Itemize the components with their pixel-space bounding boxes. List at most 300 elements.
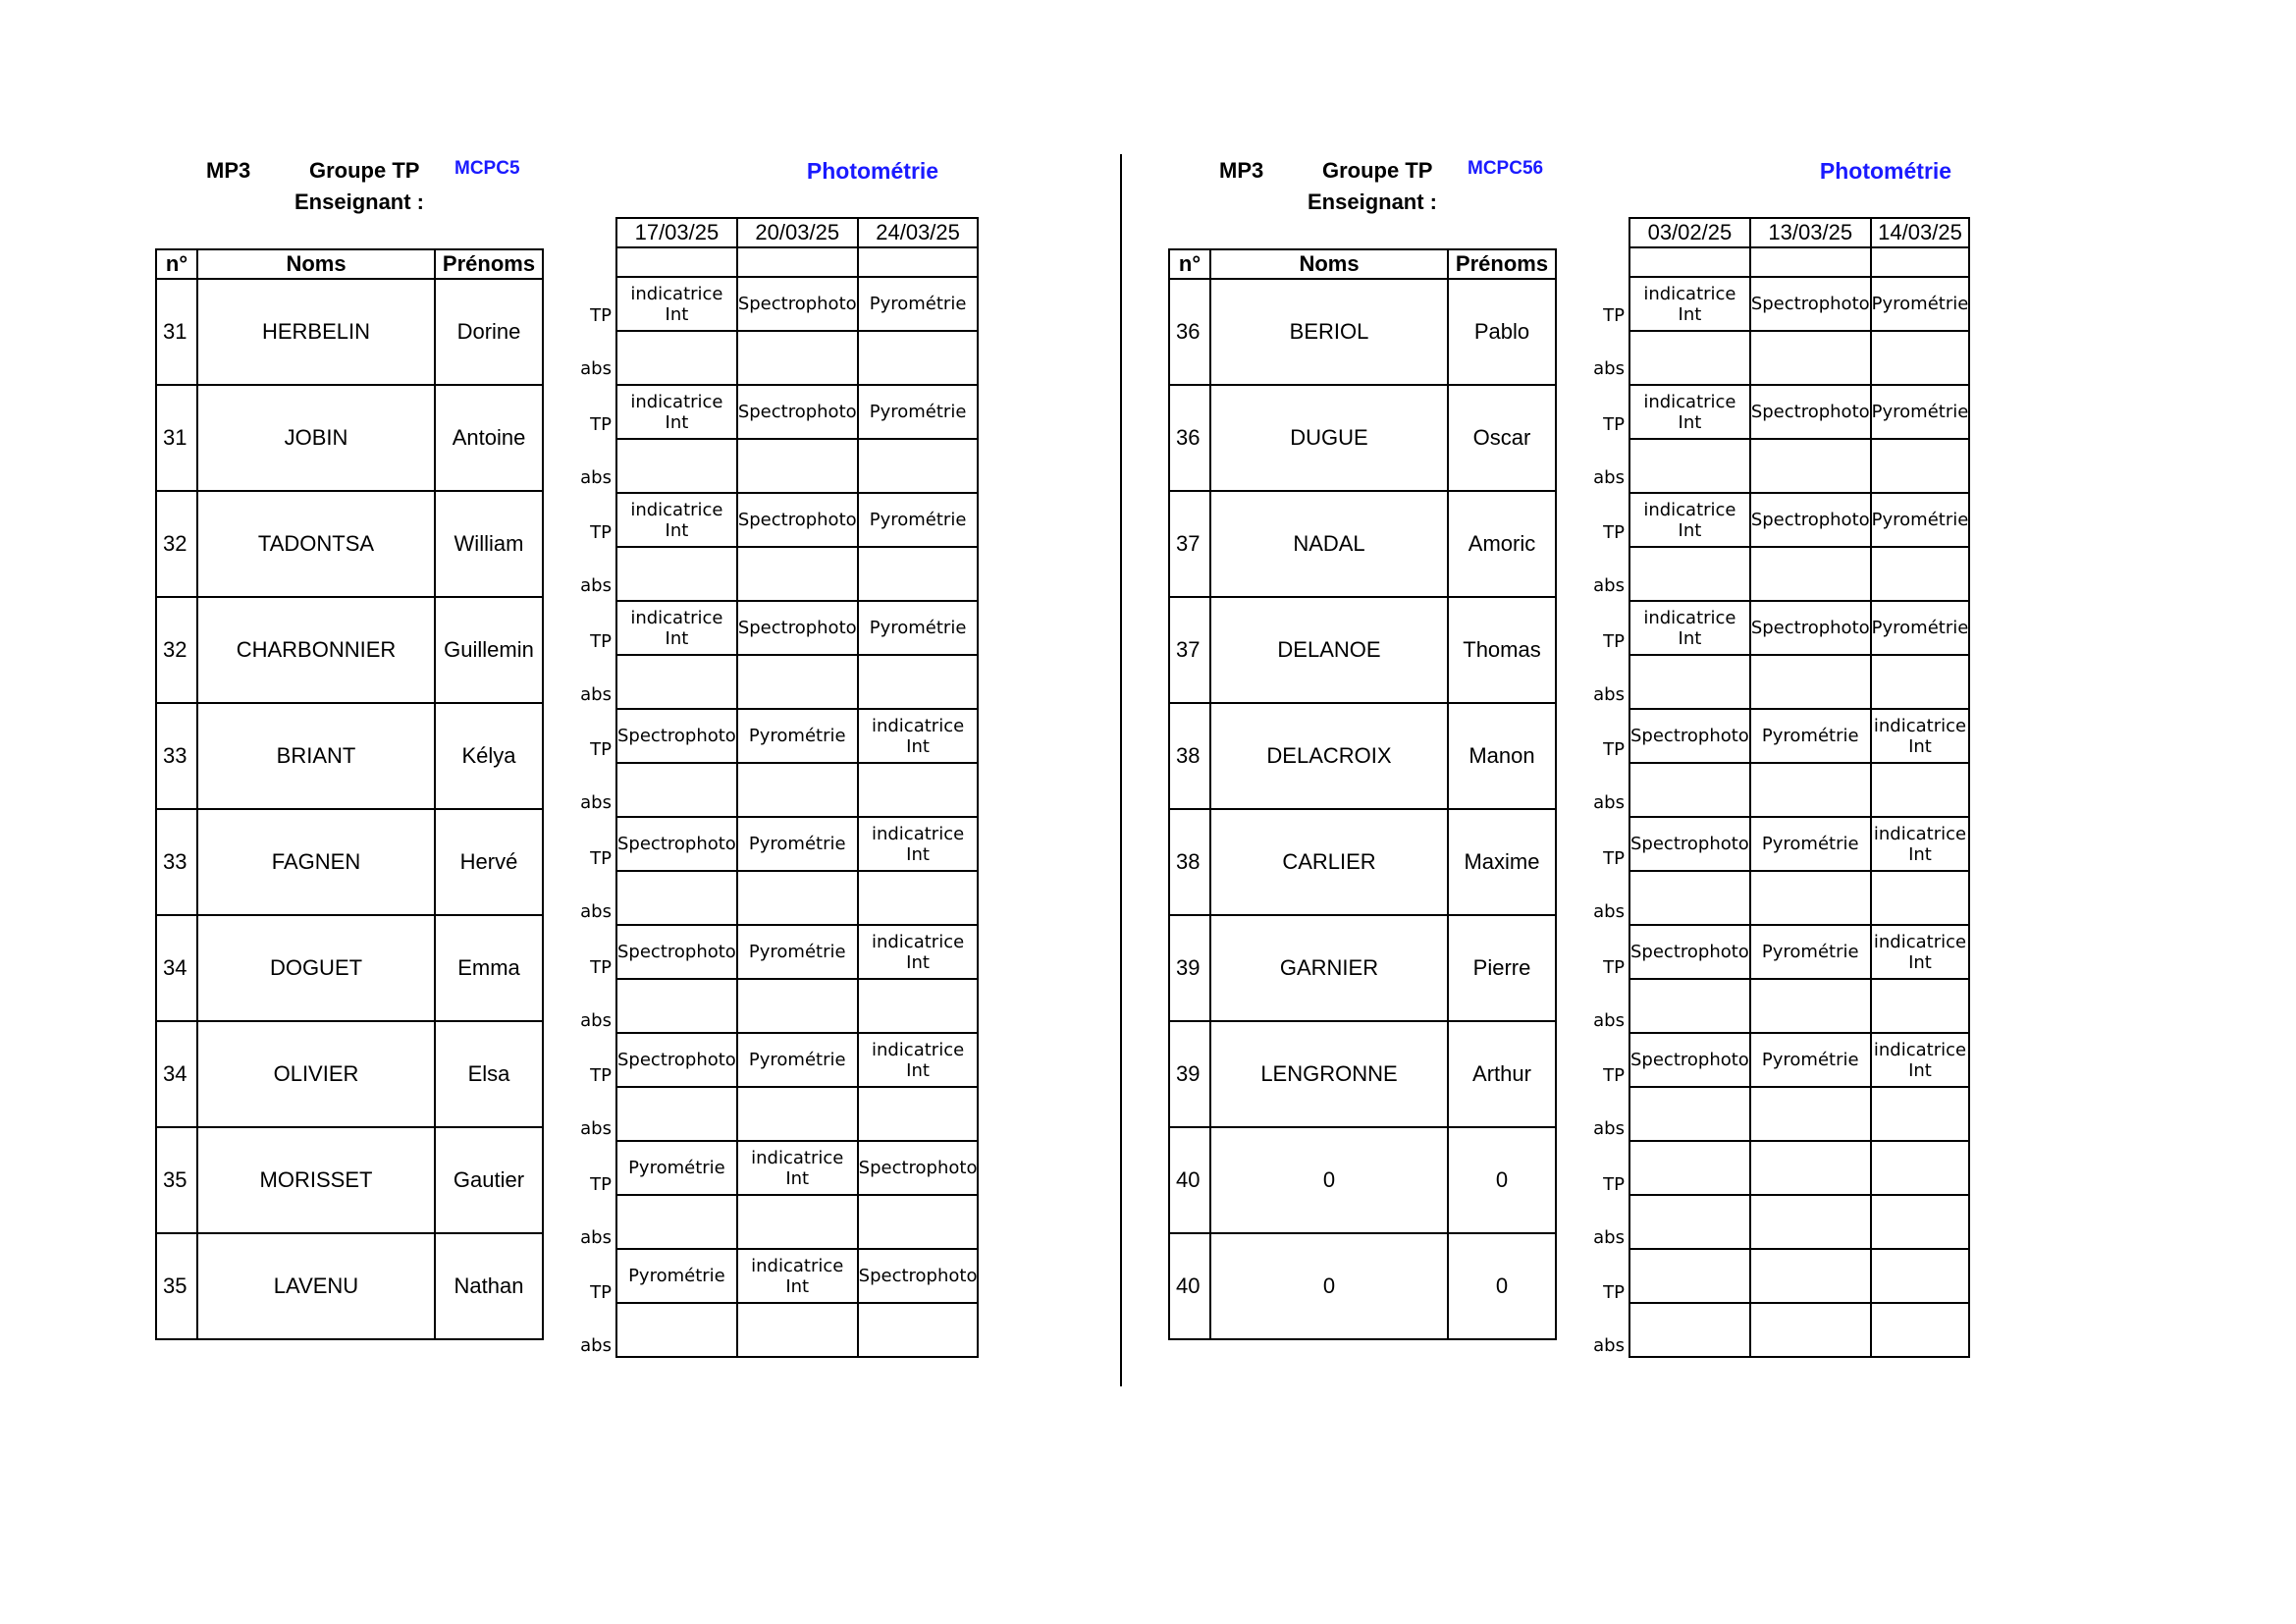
abs-cell[interactable] — [1750, 1195, 1871, 1249]
tp-row-label: TP — [590, 1282, 612, 1304]
student-number: 37 — [1169, 491, 1210, 597]
tp-row-label: TP — [1603, 848, 1625, 869]
student-row — [156, 915, 543, 1021]
student-row — [156, 1127, 543, 1233]
col-header-num: n° — [156, 249, 197, 279]
student-number: 40 — [1169, 1127, 1210, 1233]
student-row — [1169, 1021, 1556, 1127]
student-lastname: CARLIER — [1210, 809, 1448, 915]
tp-row-label: TP — [1603, 305, 1625, 326]
student-number: 40 — [1169, 1233, 1210, 1339]
student-row — [1169, 915, 1556, 1021]
student-firstname: Guillemin — [435, 597, 543, 703]
left-panel — [0, 0, 978, 1473]
tp-row — [1629, 493, 1969, 547]
tp-activity-cell — [1871, 1141, 1970, 1195]
tp-activity-cell: indicatrice Int — [616, 601, 737, 655]
tp-row — [1629, 1141, 1969, 1195]
tp-activity-cell: indicatrice Int — [737, 1249, 858, 1303]
tp-activity-cell: indicatrice Int — [858, 817, 979, 871]
tp-activity-cell: Pyrométrie — [1750, 925, 1871, 979]
tp-row — [616, 709, 978, 763]
tp-row-label: TP — [590, 956, 612, 978]
abs-cell[interactable] — [858, 763, 979, 817]
col-header-firstname: Prénoms — [1448, 249, 1556, 279]
tp-activity-cell — [1750, 1249, 1871, 1303]
tp-row — [616, 1249, 978, 1303]
abs-cell[interactable] — [1750, 1303, 1871, 1357]
student-firstname: William — [435, 491, 543, 597]
student-row — [1169, 703, 1556, 809]
abs-row — [616, 871, 978, 925]
abs-cell[interactable] — [737, 1303, 858, 1357]
student-number: 32 — [156, 491, 197, 597]
abs-cell[interactable] — [1750, 871, 1871, 925]
tp-activity-cell: indicatrice Int — [737, 1141, 858, 1195]
abs-cell[interactable] — [1750, 439, 1871, 493]
abs-row-label: abs — [580, 792, 612, 814]
col-header-name: Noms — [1210, 249, 1448, 279]
abs-cell[interactable] — [737, 439, 858, 493]
student-firstname: Emma — [435, 915, 543, 1021]
tp-row — [616, 601, 978, 655]
student-row — [156, 385, 543, 491]
student-firstname: Pierre — [1448, 915, 1556, 1021]
abs-row-label: abs — [580, 901, 612, 922]
tp-row-label: TP — [590, 739, 612, 761]
tp-activity-cell: indicatrice Int — [1629, 493, 1750, 547]
col-header-firstname: Prénoms — [435, 249, 543, 279]
abs-cell[interactable] — [737, 979, 858, 1033]
tp-activity-cell: Spectrophoto — [1750, 277, 1871, 331]
tp-activity-cell: indicatrice Int — [616, 385, 737, 439]
tp-row — [1629, 277, 1969, 331]
col-header-name: Noms — [197, 249, 435, 279]
tp-activity-cell: Pyrométrie — [1750, 817, 1871, 871]
abs-row-label: abs — [1593, 466, 1625, 488]
tp-activity-cell: Pyrométrie — [858, 493, 979, 547]
tp-activity-cell: indicatrice Int — [858, 925, 979, 979]
tp-activity-cell: Pyrométrie — [616, 1249, 737, 1303]
tp-activity-cell — [1629, 1249, 1750, 1303]
abs-cell[interactable] — [737, 1195, 858, 1249]
student-firstname: 0 — [1448, 1233, 1556, 1339]
tp-row-label: TP — [590, 522, 612, 544]
tp-activity-cell: Pyrométrie — [858, 601, 979, 655]
dates-row — [1629, 218, 1969, 247]
abs-cell[interactable] — [616, 979, 737, 1033]
student-number: 37 — [1169, 597, 1210, 703]
abs-row — [616, 439, 978, 493]
abs-cell[interactable] — [737, 331, 858, 385]
blank-cell — [616, 247, 737, 277]
tp-row — [1629, 385, 1969, 439]
abs-cell[interactable] — [1629, 547, 1750, 601]
abs-cell[interactable] — [737, 547, 858, 601]
tp-row-label: TP — [1603, 1173, 1625, 1195]
tp-activity-cell: Pyrométrie — [616, 1141, 737, 1195]
students-table — [155, 248, 544, 1340]
activities-table — [615, 217, 979, 1358]
student-firstname: Amoric — [1448, 491, 1556, 597]
abs-cell[interactable] — [616, 331, 737, 385]
student-number: 34 — [156, 915, 197, 1021]
abs-row-label: abs — [1593, 575, 1625, 597]
student-number: 33 — [156, 809, 197, 915]
tp-row-label: TP — [1603, 522, 1625, 544]
tp-activity-cell: Spectrophoto — [1750, 493, 1871, 547]
tp-activity-cell: Pyrométrie — [1871, 277, 1970, 331]
abs-cell[interactable] — [737, 763, 858, 817]
tp-activity-cell: Pyrométrie — [858, 277, 979, 331]
group-label: Groupe TP — [309, 158, 420, 183]
student-row — [1169, 491, 1556, 597]
abs-cell[interactable] — [616, 871, 737, 925]
tp-activity-cell: Spectrophoto — [737, 385, 858, 439]
blank-row — [1629, 247, 1969, 277]
tp-activity-cell: Spectrophoto — [616, 709, 737, 763]
abs-cell[interactable] — [616, 1303, 737, 1357]
abs-cell[interactable] — [858, 439, 979, 493]
student-lastname: DUGUE — [1210, 385, 1448, 491]
tp-activity-cell: Spectrophoto — [1629, 709, 1750, 763]
tp-row-label: TP — [590, 305, 612, 326]
abs-row-label: abs — [580, 466, 612, 488]
abs-cell[interactable] — [616, 763, 737, 817]
abs-cell[interactable] — [858, 331, 979, 385]
abs-cell[interactable] — [1750, 655, 1871, 709]
student-row — [156, 1233, 543, 1339]
student-number: 34 — [156, 1021, 197, 1127]
tp-activity-cell: Spectrophoto — [1629, 925, 1750, 979]
tp-row — [616, 385, 978, 439]
student-firstname: Elsa — [435, 1021, 543, 1127]
tp-activity-cell: indicatrice Int — [1629, 277, 1750, 331]
abs-cell[interactable] — [616, 1087, 737, 1141]
abs-cell[interactable] — [858, 655, 979, 709]
abs-row — [616, 547, 978, 601]
student-number: 31 — [156, 385, 197, 491]
abs-row-label: abs — [1593, 1335, 1625, 1357]
abs-cell[interactable] — [1629, 439, 1750, 493]
tp-activity-cell: indicatrice Int — [1629, 601, 1750, 655]
students-header-row — [1169, 249, 1556, 279]
student-firstname: Pablo — [1448, 279, 1556, 385]
blank-row — [616, 247, 978, 277]
tp-activity-cell: indicatrice Int — [616, 493, 737, 547]
tp-activity-cell: Pyrométrie — [737, 925, 858, 979]
abs-row-label: abs — [1593, 1009, 1625, 1031]
abs-cell[interactable] — [616, 1195, 737, 1249]
student-lastname: OLIVIER — [197, 1021, 435, 1127]
abs-cell[interactable] — [1871, 439, 1970, 493]
abs-cell[interactable] — [616, 439, 737, 493]
abs-cell[interactable] — [1871, 979, 1970, 1033]
tp-activity-cell: Pyrométrie — [737, 817, 858, 871]
tp-activity-cell: Spectrophoto — [737, 493, 858, 547]
abs-cell[interactable] — [1871, 1195, 1970, 1249]
abs-row — [1629, 1303, 1969, 1357]
tp-activity-cell: Spectrophoto — [1629, 1033, 1750, 1087]
student-lastname: CHARBONNIER — [197, 597, 435, 703]
tp-activity-cell: Pyrométrie — [1750, 1033, 1871, 1087]
abs-cell[interactable] — [858, 547, 979, 601]
student-number: 35 — [156, 1233, 197, 1339]
tp-activity-cell: indicatrice Int — [1629, 385, 1750, 439]
tp-row-label: TP — [1603, 1282, 1625, 1304]
session-date: 03/02/25 — [1629, 218, 1750, 247]
student-firstname: Thomas — [1448, 597, 1556, 703]
student-row — [156, 1021, 543, 1127]
abs-row-label: abs — [580, 358, 612, 379]
tp-activity-cell: Pyrométrie — [737, 1033, 858, 1087]
abs-row-label: abs — [580, 1335, 612, 1357]
tp-row — [616, 493, 978, 547]
abs-row — [616, 1087, 978, 1141]
student-lastname: DELACROIX — [1210, 703, 1448, 809]
abs-cell[interactable] — [1750, 979, 1871, 1033]
abs-row — [1629, 439, 1969, 493]
abs-cell[interactable] — [737, 655, 858, 709]
tp-activity-cell: Spectrophoto — [1750, 385, 1871, 439]
level-label: MP3 — [1219, 158, 1264, 183]
abs-row — [1629, 871, 1969, 925]
tp-activity-cell: Spectrophoto — [1750, 601, 1871, 655]
tp-activity-cell: indicatrice Int — [858, 709, 979, 763]
abs-cell[interactable] — [1871, 871, 1970, 925]
student-number: 38 — [1169, 809, 1210, 915]
abs-row — [1629, 655, 1969, 709]
student-number: 31 — [156, 279, 197, 385]
abs-row-label: abs — [580, 1118, 612, 1140]
student-row — [156, 279, 543, 385]
blank-cell — [858, 247, 979, 277]
tp-activity-cell: Spectrophoto — [737, 277, 858, 331]
tp-row — [1629, 601, 1969, 655]
abs-row-label: abs — [580, 1009, 612, 1031]
blank-cell — [1750, 247, 1871, 277]
blank-cell — [1871, 247, 1970, 277]
student-row — [1169, 279, 1556, 385]
student-lastname: MORISSET — [197, 1127, 435, 1233]
student-row — [156, 809, 543, 915]
tp-row-label: TP — [1603, 1065, 1625, 1087]
tp-row — [616, 817, 978, 871]
abs-cell[interactable] — [1871, 763, 1970, 817]
abs-cell[interactable] — [616, 547, 737, 601]
student-firstname: Nathan — [435, 1233, 543, 1339]
session-date: 20/03/25 — [737, 218, 858, 247]
student-lastname: DOGUET — [197, 915, 435, 1021]
tp-row-label: TP — [1603, 413, 1625, 435]
student-number: 33 — [156, 703, 197, 809]
tp-row — [1629, 1033, 1969, 1087]
student-firstname: Arthur — [1448, 1021, 1556, 1127]
abs-cell[interactable] — [1629, 331, 1750, 385]
abs-cell[interactable] — [858, 1303, 979, 1357]
abs-cell[interactable] — [1629, 871, 1750, 925]
session-date: 17/03/25 — [616, 218, 737, 247]
blank-cell — [1629, 247, 1750, 277]
student-lastname: LENGRONNE — [1210, 1021, 1448, 1127]
student-row — [1169, 1233, 1556, 1339]
students-table — [1168, 248, 1557, 1340]
row-labels — [572, 0, 612, 1375]
abs-cell[interactable] — [1629, 655, 1750, 709]
tp-row — [616, 1033, 978, 1087]
student-lastname: JOBIN — [197, 385, 435, 491]
abs-cell[interactable] — [737, 871, 858, 925]
session-date: 24/03/25 — [858, 218, 979, 247]
tp-activity-cell: Spectrophoto — [616, 817, 737, 871]
abs-row — [616, 1303, 978, 1357]
abs-row — [1629, 331, 1969, 385]
abs-row-label: abs — [1593, 1118, 1625, 1140]
tp-activity-cell: indicatrice Int — [858, 1033, 979, 1087]
student-row — [1169, 809, 1556, 915]
student-row — [156, 703, 543, 809]
abs-cell[interactable] — [1871, 1303, 1970, 1357]
student-lastname: BERIOL — [1210, 279, 1448, 385]
tp-activity-cell: Spectrophoto — [616, 1033, 737, 1087]
abs-cell[interactable] — [1629, 979, 1750, 1033]
abs-cell[interactable] — [858, 979, 979, 1033]
abs-cell[interactable] — [1871, 547, 1970, 601]
abs-cell[interactable] — [1750, 1087, 1871, 1141]
abs-row-label: abs — [1593, 792, 1625, 814]
student-firstname: Dorine — [435, 279, 543, 385]
tp-activity-cell: Spectrophoto — [616, 925, 737, 979]
tp-activity-cell — [1750, 1141, 1871, 1195]
col-header-num: n° — [1169, 249, 1210, 279]
students-header-row — [156, 249, 543, 279]
abs-cell[interactable] — [858, 1195, 979, 1249]
abs-row-label: abs — [580, 683, 612, 705]
student-lastname: 0 — [1210, 1233, 1448, 1339]
tp-activity-cell: Pyrométrie — [1871, 385, 1970, 439]
student-lastname: 0 — [1210, 1127, 1448, 1233]
abs-cell[interactable] — [1871, 331, 1970, 385]
activities-table — [1629, 217, 1970, 1358]
tp-activity-cell: Pyrométrie — [858, 385, 979, 439]
tp-row-label: TP — [590, 1173, 612, 1195]
level-label: MP3 — [206, 158, 251, 183]
abs-row — [1629, 1087, 1969, 1141]
subject-title: Photométrie — [1819, 158, 1952, 184]
tp-activity-cell: Pyrométrie — [1871, 601, 1970, 655]
student-row — [156, 597, 543, 703]
session-date: 14/03/25 — [1871, 218, 1970, 247]
student-lastname: FAGNEN — [197, 809, 435, 915]
tp-activity-cell: Spectrophoto — [1629, 817, 1750, 871]
tp-row — [616, 1141, 978, 1195]
student-firstname: Antoine — [435, 385, 543, 491]
tp-activity-cell: Spectrophoto — [858, 1249, 979, 1303]
abs-row — [1629, 1195, 1969, 1249]
student-lastname: DELANOE — [1210, 597, 1448, 703]
dates-row — [616, 218, 978, 247]
tp-row-label: TP — [1603, 956, 1625, 978]
student-lastname: HERBELIN — [197, 279, 435, 385]
student-number: 38 — [1169, 703, 1210, 809]
student-number: 39 — [1169, 915, 1210, 1021]
tp-row-label: TP — [1603, 739, 1625, 761]
abs-row — [616, 979, 978, 1033]
teacher-label: Enseignant : — [294, 189, 425, 214]
student-lastname: BRIANT — [197, 703, 435, 809]
group-code: MCPC5 — [454, 158, 520, 179]
tp-row-label: TP — [590, 630, 612, 652]
tp-row — [1629, 817, 1969, 871]
tp-activity-cell: Pyrométrie — [737, 709, 858, 763]
tp-row-label: TP — [590, 1065, 612, 1087]
student-firstname: Gautier — [435, 1127, 543, 1233]
tp-activity-cell: Spectrophoto — [858, 1141, 979, 1195]
blank-cell — [737, 247, 858, 277]
tp-row — [1629, 709, 1969, 763]
tp-activity-cell: indicatrice Int — [1871, 1033, 1970, 1087]
abs-row-label: abs — [1593, 1226, 1625, 1248]
abs-cell[interactable] — [1750, 331, 1871, 385]
abs-cell[interactable] — [1750, 763, 1871, 817]
student-number: 39 — [1169, 1021, 1210, 1127]
abs-row-label: abs — [1593, 683, 1625, 705]
student-number: 36 — [1169, 385, 1210, 491]
abs-row-label: abs — [1593, 901, 1625, 922]
tp-activity-cell: Spectrophoto — [737, 601, 858, 655]
tp-row-label: TP — [590, 848, 612, 869]
teacher-label: Enseignant : — [1308, 189, 1438, 214]
tp-activity-cell: Pyrométrie — [1750, 709, 1871, 763]
group-label: Groupe TP — [1322, 158, 1433, 183]
abs-cell[interactable] — [616, 655, 737, 709]
tp-row — [616, 277, 978, 331]
abs-cell[interactable] — [1629, 1195, 1750, 1249]
student-lastname: LAVENU — [197, 1233, 435, 1339]
tp-row — [616, 925, 978, 979]
student-firstname: 0 — [1448, 1127, 1556, 1233]
student-lastname: NADAL — [1210, 491, 1448, 597]
abs-cell[interactable] — [858, 1087, 979, 1141]
tp-row-label: TP — [1603, 630, 1625, 652]
abs-row — [1629, 979, 1969, 1033]
abs-cell[interactable] — [1629, 1087, 1750, 1141]
student-row — [1169, 597, 1556, 703]
group-code: MCPC56 — [1468, 158, 1544, 179]
abs-cell[interactable] — [858, 871, 979, 925]
abs-cell[interactable] — [1750, 547, 1871, 601]
tp-activity-cell — [1871, 1249, 1970, 1303]
tp-row — [1629, 1249, 1969, 1303]
student-lastname: TADONTSA — [197, 491, 435, 597]
abs-cell[interactable] — [737, 1087, 858, 1141]
abs-cell[interactable] — [1629, 1303, 1750, 1357]
tp-activity-cell: indicatrice Int — [1871, 817, 1970, 871]
abs-row — [616, 331, 978, 385]
abs-row — [1629, 547, 1969, 601]
student-firstname: Manon — [1448, 703, 1556, 809]
abs-cell[interactable] — [1629, 763, 1750, 817]
abs-row-label: abs — [580, 1226, 612, 1248]
student-number: 35 — [156, 1127, 197, 1233]
student-row — [1169, 1127, 1556, 1233]
tp-activity-cell: indicatrice Int — [616, 277, 737, 331]
abs-cell[interactable] — [1871, 655, 1970, 709]
tp-activity-cell — [1629, 1141, 1750, 1195]
tp-activity-cell: indicatrice Int — [1871, 925, 1970, 979]
student-number: 36 — [1169, 279, 1210, 385]
abs-cell[interactable] — [1871, 1087, 1970, 1141]
